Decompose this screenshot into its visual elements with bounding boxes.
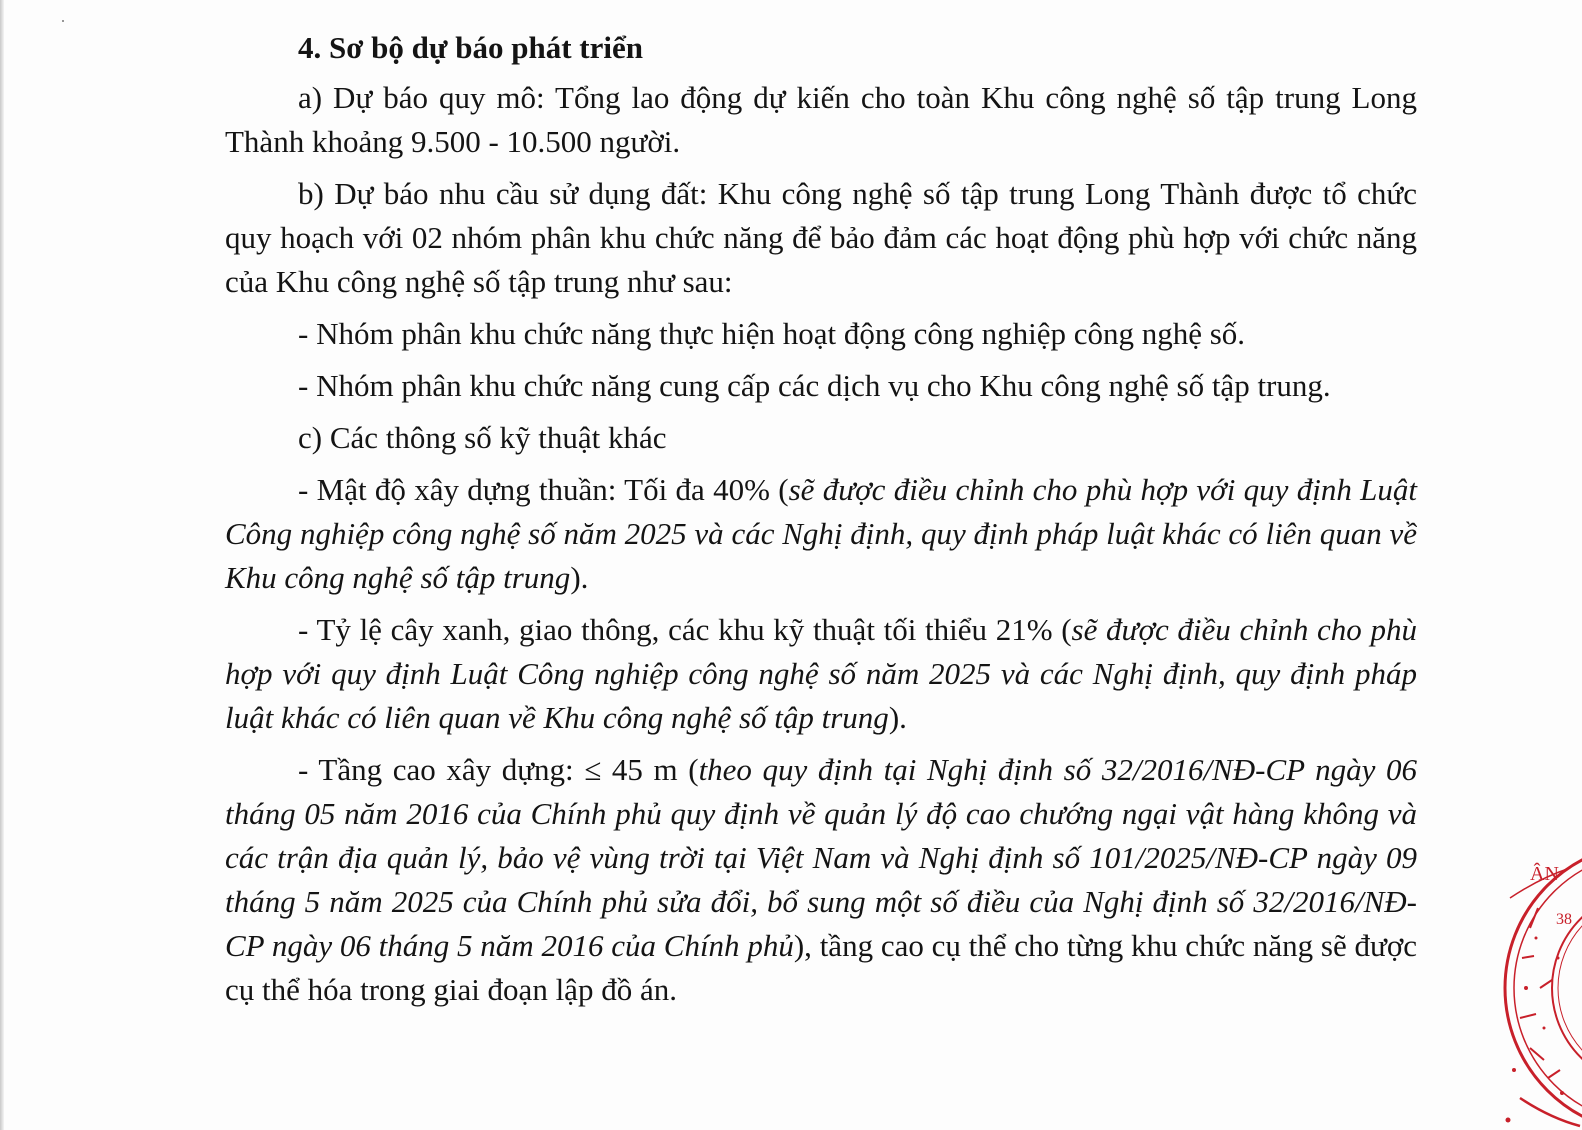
building-height-tail: ), tầng cao cụ thể cho từng khu chức năng sẽ được cụ thể hóa trong giai đoạn lập đồ án. [225,928,1417,1007]
seal-text-partial: ÂN [1530,863,1559,885]
paragraph-a: a) Dự báo quy mô: Tổng lao động dự kiến cho toàn Khu công nghệ số tập trung Long Thành khoảng 9.500 - 10.500 người. [225,80,1417,159]
building-density-item [225,468,1417,600]
bullet-services: - Nhóm phân khu chức năng cung cấp các dịch vụ cho Khu công nghệ số tập trung. [298,368,1331,403]
bullet-digital-industry: - Nhóm phân khu chức năng thực hiện hoạt động công nghiệp công nghệ số. [298,316,1246,351]
green-ratio-note: sẽ được điều chỉnh cho phù hợp với quy định Luật Công nghiệp công nghệ số năm 2025 và các Nghị định, quy định pháp luật khác có liên quan về Khu công nghệ số tập trung [225,612,1417,735]
seal-graphic [1500,838,1582,1130]
seal-number-partial: 38 [1556,911,1572,928]
page-edge [0,0,4,1130]
paragraph-b: b) Dự báo nhu cầu sử dụng đất: Khu công nghệ số tập trung Long Thành được tổ chức quy hoạch với 02 nhóm phân khu chức năng để bảo đảm các hoạt động phù hợp với chức năng của Khu công nghệ số tập trung như sau: [225,176,1417,299]
document-body [225,26,1417,1020]
green-ratio-lead: - Tỷ lệ cây xanh, giao thông, các khu kỹ thuật tối thiểu 21% ( [298,612,1072,647]
building-height-lead: - Tầng cao xây dựng: ≤ 45 m ( [298,752,699,787]
green-ratio-item [225,608,1417,740]
building-height-note: theo quy định tại Nghị định số 32/2016/NĐ-CP ngày 06 tháng 05 năm 2016 của Chính phủ quy định về quản lý độ cao chướng ngại vật hàng không và các trận địa quản lý, bảo vệ vùng trời tại Việt Nam và Nghị định số 101/2025/NĐ-CP ngày 09 tháng 5 năm 2025 của Chính phủ sửa đổi, bổ sung một số điều của Nghị định số 32/2016/NĐ-CP ngày 06 tháng 5 năm 2016 của Chính phủ [225,752,1417,963]
scan-speck [62,20,64,22]
building-density-note: sẽ được điều chỉnh cho phù hợp với quy định Luật Công nghiệp công nghệ số năm 2025 và các Nghị định, quy định pháp luật khác có liên quan về Khu công nghệ số tập trung [225,472,1417,595]
building-density-tail: ). [570,560,589,595]
green-ratio-tail: ). [888,700,907,735]
paragraph-c: c) Các thông số kỹ thuật khác [298,420,667,455]
building-height-item [225,748,1417,1012]
official-seal-stamp [1500,838,1582,1130]
building-density-lead: - Mật độ xây dựng thuần: Tối đa 40% ( [298,472,789,507]
section-heading: 4. Sơ bộ dự báo phát triển [298,30,643,65]
